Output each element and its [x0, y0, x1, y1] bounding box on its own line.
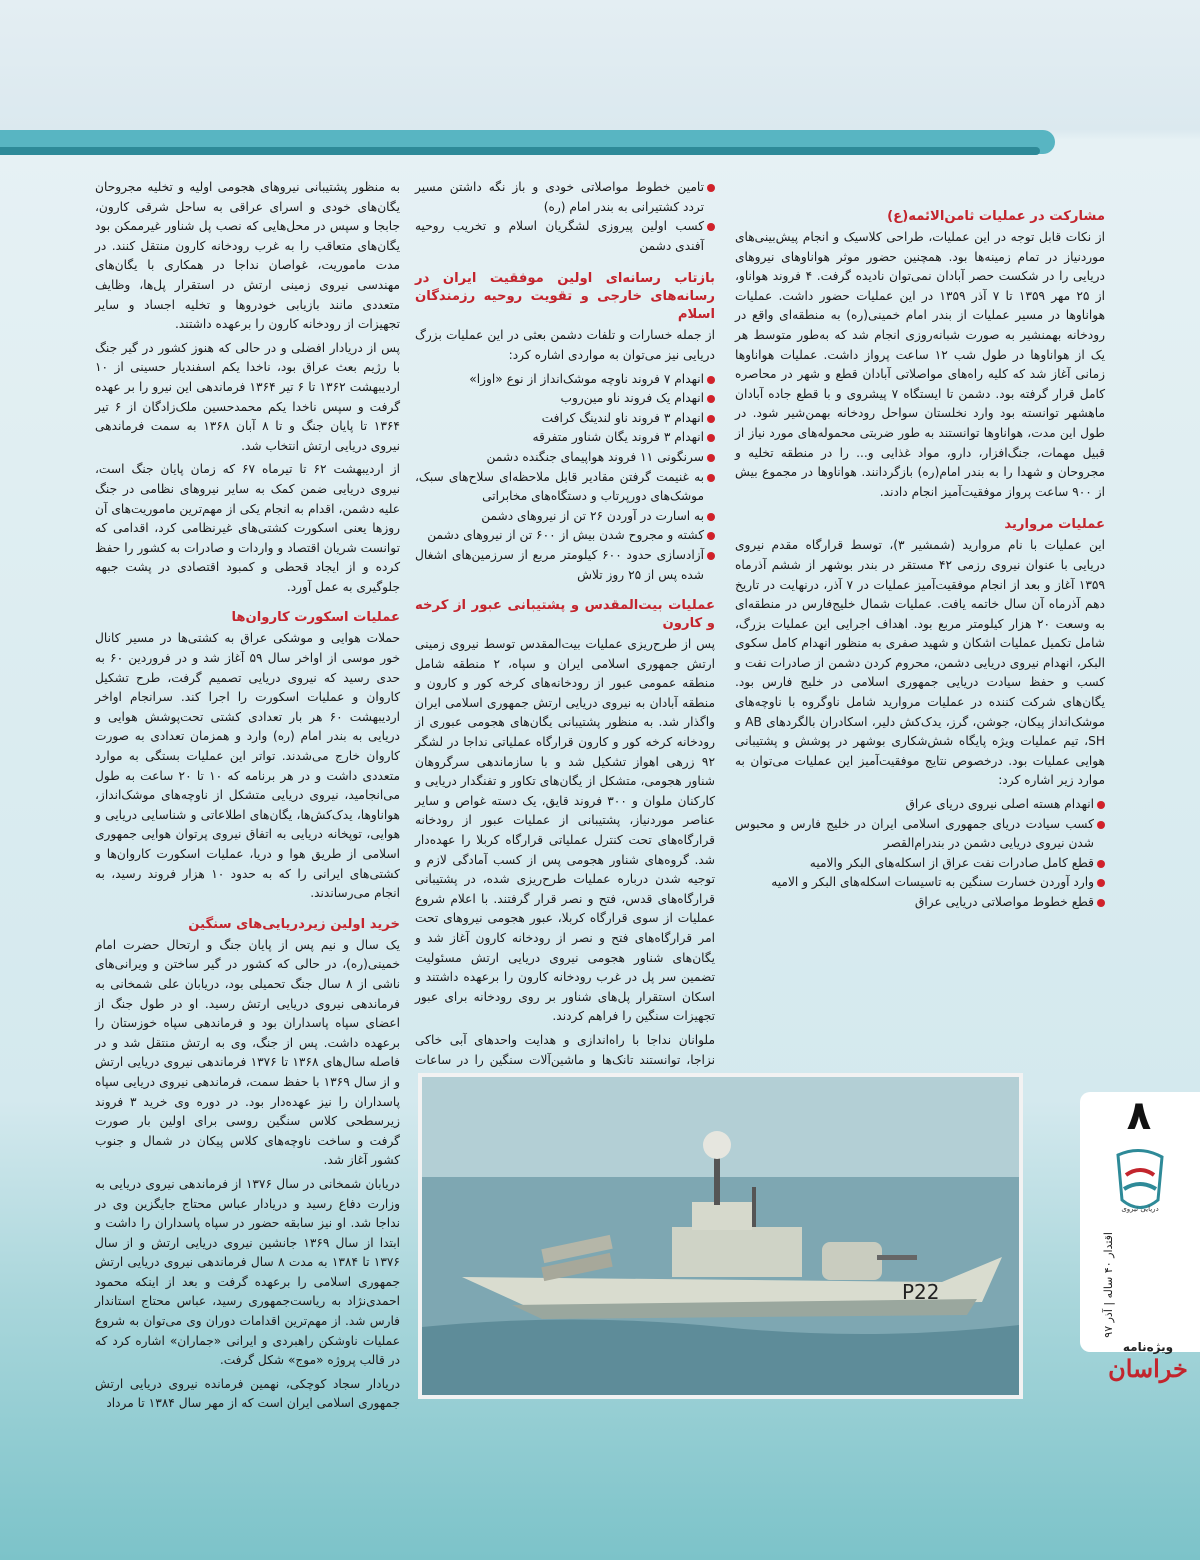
section-heading-morvarid: عملیات مروارید — [1004, 517, 1105, 533]
missile-boat-illustration — [422, 1077, 1019, 1395]
list-item: انهدام ۷ فروند ناوچه موشک‌انداز از نوع «اوزا» — [415, 370, 715, 390]
bullet-list-results — [735, 795, 1105, 913]
list-item: انهدام ۳ فروند ناو لندینگ کرافت — [415, 409, 715, 429]
list-item: سرنگونی ۱۱ فروند هواپیمای جنگنده دشمن — [415, 448, 715, 468]
paragraph: پس از طرح‌ریزی عملیات بیت‌المقدس توسط نیروی زمینی ارتش جمهوری اسلامی ایران و سپاه، ۲ منطقه شامل منطقه عمومی عبور از رودخانه‌های کرخه کور و کارون و منطقه آبادان به نیروی دریایی ارتش جمهوری اسلامی ایران واگذار شد. به منظور پشتیبانی یگان‌های هجومی عبوری از رودخانه کرخه کور و کارون قرارگاه عملیاتی نداجا در لشگر ۹۲ زرهی اهواز تشکیل شد و با سازماندهی سرگروهان شناور هجومی، متشکل از یگان‌های تکاور و تفنگدار دریایی و کارکنان ملوان و ۳۰۰ فروند قایق، یک دسته غواص و سایر عناصر موردنیاز، پشتیبانی از عملیات عبور از رودخانه قرارگاه‌های تحت کنترل عملیاتی قرارگاه کربلا را عهده‌دار شد. گروه‌های شناور هجومی پس از کسب آمادگی لازم و توجیه شدن درباره عملیات طرح‌ریزی شده، در پشتیبانی قرارگاه‌های قدس، فتح و نصر قرار گرفتند. با اعلام شروع عملیات از سوی قرارگاه کربلا، عبور هجومی نیروهای تحت امر قرارگاه‌های فتح و نصر از رودخانه کارون آغاز شد و یگان‌های شناور هجومی نیروی دریایی ارتش مسئولیت تضمین سر پل در غرب رودخانه کارون را برعهده داشتند و اسکان استقرار پل‌های شناور بر روی رودخانه برای عبور تجهیزات سنگین را فراهم کردند. — [415, 637, 715, 1024]
list-item: به اسارت در آوردن ۲۶ تن از نیروهای دشمن — [415, 507, 715, 527]
list-item: قطع کامل صادرات نفت عراق از اسکله‌های البکر والامیه — [735, 854, 1105, 874]
list-item: انهدام ۳ فروند یگان شناور متفرقه — [415, 428, 715, 448]
paragraph: این عملیات با نام مروارید (شمشیر ۳)، توسط قرارگاه مقدم نیروی دریایی با عنوان نیروی رزمی ۴۲ مستقر در بندر بوشهر از ششم آذرماه ۱۳۵۹ آغاز و بعد از انجام موفقیت‌آمیز عملیات در ۷ آذر، درنهایت در تاریخ دهم آذرماه آن سال خاتمه یافت. عملیات شمال خلیج‌فارس در منطقه‌ای به وسعت ۲۰ هزار کیلومتر مربع بود. اهداف اجرایی این عملیات بزرگ، شامل تکمیل عملیات اشکان و شهید صفری به منظور انهدام کامل سکوی البکر، انهدام نیروی دریایی دشمن، محروم کردن دشمن از صادرات نفت و کسب و حفظ سیادت دریایی جمهوری اسلامی در خلیج فارس بود. یگان‌های شرکت کننده در عملیات مروارید شامل ناوگروه با ناوچه‌های موشک‌انداز پیکان، جوشن، گرز، یدک‌کش دلیر، اسکادران بالگردهای AB و SH، تیم عملیات ویژه پایگاه شش‌شکاری بوشهر در پوشش و پشتیبانی هوایی عملیات بود. درخصوص نتایج موفقیت‌آمیز این عملیات می‌توان به موارد زیر اشاره کرد: — [735, 538, 1106, 788]
navy-logo — [1108, 1145, 1172, 1220]
list-item: آزادسازی حدود ۶۰۰ کیلومتر مربع از سرزمین‌های اشغال شده پس از ۲۵ روز تلاش — [415, 546, 715, 585]
bullet-list-losses — [415, 370, 715, 586]
page-number: ۸ — [1126, 1093, 1152, 1139]
list-item: تامین خطوط مواصلاتی خودی و باز نگه داشتن مسیر تردد کشتیرانی به بندر امام (ره) — [415, 178, 715, 217]
list-item: انهدام یک فروند ناو مین‌روب — [415, 389, 715, 409]
paragraph: ملوانان نداجا با راه‌اندازی و هدایت واحدهای آبی خاکی نزاجا، توانستند تانک‌ها و ماشین‌آلات سنگین را در ساعات — [415, 1032, 715, 1067]
column-left — [95, 178, 400, 1418]
list-item: وارد آوردن خسارت سنگین به تاسیسات اسکله‌های البکر و الامیه — [735, 873, 1105, 893]
issue-label: اقتدار ۴۰ ساله | آذر ۹۷ — [1102, 1232, 1115, 1338]
section-heading-media: بازتاب رسانه‌ای اولین موفقیت ایران در رسانه‌های خارجی و تقویت روحیه رزمندگان اسلام — [415, 271, 715, 323]
paragraph: حملات هوایی و موشکی عراق به کشتی‌ها در مسیر کانال خور موسی از اواخر سال ۵۹ آغاز شد و در فروردین ۶۰ به حدی رسید که نیروی دریایی تصمیم گرفت، طرح تشکیل کاروان و عملیات اسکورت را اجرا کند. سرانجام اواخر اردیبهشت ۶۰ هر بار تعدادی کشتی تحت‌پوشش هوایی و دریایی به بندر امام (ره) وارد و همزمان تعدادی به صورت کاروان خارج می‌شدند. تواتر این عملیات بستگی به موارد متعددی داشت و در هر برنامه که ۱۰ تا ۲۰ ساعت به طول می‌انجامید، نیروی دریایی متشکل از ناوچه‌های موشک‌انداز، هواناوها، یدک‌کش‌ها، یگان‌های اطلاعاتی و شناسایی دریایی و هوایی، توپخانه دریایی به اتفاق نیروی پرتوان هوایی جمهوری اسلامی از طریق هوا و دریا، عملیات اسکورت کاروان‌ها و کشتی‌های ایرانی را که به حدود ۱۰ هزار فروند رسید، به انجام می‌رساندند. — [95, 631, 400, 901]
list-item: کسب سیادت دریای جمهوری اسلامی ایران در خلیج فارس و محبوس شدن نیروی دریایی دشمن در بندرام‌القصر — [735, 815, 1105, 854]
list-item: به غنیمت گرفتن مقادیر قابل ملاحظه‌ای سلاح‌های سبک، موشک‌های دورپرتاب و دستگاه‌های مخابراتی — [415, 468, 715, 507]
missile-boat-photo — [418, 1073, 1023, 1399]
column-right — [735, 200, 1105, 919]
logo-text: دریایی نیروی — [1121, 1205, 1159, 1213]
paragraph: از اردیبهشت ۶۲ تا تیرماه ۶۷ که زمان پایان جنگ است، نیروی دریایی ضمن کمک به سایر نیروهای نظامی در جنگ علیه دشمن، اقدام به انجام یکی از مهم‌ترین ماموریت‌های آن روزها یعنی اسکورت کشتی‌های غیرنظامی کرد، اقدامی که توانست شریان اقتصاد و واردات و صادرات به کشور را حفظ کرده و از ایجاد قحطی و کمبود اقتصادی در پشت جبهه جلوگیری به عمل آورد. — [95, 462, 400, 594]
section-heading-submarines: خرید اولین زیردریایی‌های سنگین — [188, 916, 400, 932]
header-band-shadow — [0, 147, 1040, 155]
paragraph: از نکات قابل توجه در این عملیات، طراحی کلاسیک و انجام پیش‌بینی‌های موردنیاز در تمام زمینه‌ها بود. همچنین حضور موثر هواناوهای نیروهای دریایی را در شکست حصر آبادان نمی‌توان نادیده گرفت. ۴ فروند هواناو، از ۲۵ مهر ۱۳۵۹ تا ۷ آذر ۱۳۵۹ در این عملیات حضور داشت. عملیات هواناوها در مسیر عملیات از بندر امام خمینی(ره) به منطقه‌ای واقع در رودخانه بهمنشیر به صورت شبانه‌روزی انجام شد که به‌طور متوسط هر یک از هواناوها در طول شب ۱۲ ساعت پرواز داشت. عملیات هواناوها زمانی آغاز شد که کلیه راه‌های مواصلاتی آبادان قطع و شهر در محاصره کامل قرار گرفته بود. دشمن تا ایستگاه ۷ پیشروی و با قطع جاده آبادان ماهشهر توانسته بود وارد نخلستان سواحل رودخانه بهمن‌شیر شود. در طول این مدت، هواناوها توانستند به طور ضربتی محموله‌های مورد نیاز از قبیل مهمات، جنگ‌افزار، دارو، مواد غذایی و... را در منطقه تخلیه و مجروحان و شهدا را به بندر امام(ره) بازگردانند. هواناوها در مجموع بیش از ۹۰۰ ساعت پرواز موفقیت‌آمیز انجام دادند. — [735, 230, 1106, 499]
list-item: انهدام هسته اصلی نیروی دریای عراق — [735, 795, 1105, 815]
issue-label-box — [1098, 1230, 1128, 1350]
paragraph: یک سال و نیم پس از پایان جنگ و ارتحال حضرت امام خمینی(ره)، در حالی که کشور در گیر ساختن و ویرانی‌های ناشی از ۸ سال جنگ تحمیلی بود، دریابان علی شمخانی به فرماندهی نیروی دریایی ارتش رسید. او در طول جنگ از اعضای سپاه پاسداران بود و فرماندهی سپاه خوزستان را برعهده داشت. پس از جنگ، وی به ارتش منتقل شد و در فاصله سال‌های ۱۳۶۸ تا ۱۳۷۶ فرماندهی نیروی دریایی ارتش و از سال ۱۳۶۹ با حفظ سمت، فرماندهی نیروی دریایی سپاه پاسداران را نیز عهده‌دار بود. در دوره وی خرید ۳ فروند زیرسطحی کلاس سنگین روسی برای اولین بار صورت گرفت و ساخت ناوچه‌های کلاس پیکان در شمال و جنوب کشور آغاز شد. — [95, 937, 401, 1168]
brand-block — [1108, 1340, 1188, 1384]
brand-subtitle: ویژه‌نامه — [1122, 1340, 1174, 1354]
section-heading-thamen: مشارکت در عملیات ثامن‌الائمه(ع) — [887, 209, 1105, 224]
column-middle — [415, 178, 715, 1094]
paragraph: دریابان شمخانی در سال ۱۳۷۶ از فرماندهی نیروی دریایی به وزارت دفاع رسید و دریادار عباس محتاج جایگزین وی در نداجا شد. او نیز سابقه حضور در سپاه پاسداران را داشت و ابتدا از سال ۱۳۶۹ جانشین نیروی دریایی ارتش و از سال ۱۳۷۶ تا ۱۳۸۴ به مدت ۸ سال فرماندهی نیروی دریایی ارتش جمهوری اسلامی را برعهده گرفت و بعد از اینکه محمود احمدی‌نژاد به ریاست‌جمهوری رسید، عباس محتاج استاندار فارس شد. از مهم‌ترین اقدامات دوران وی می‌توان به شروع عملیات ناوشکن راهبردی و ایرانی «جماران» اشاره کرد که در قالب پروژه «موج» شکل گرفت. — [95, 1176, 400, 1368]
brand-title: خراسان — [1108, 1354, 1188, 1383]
bullet-list-goals — [415, 178, 715, 256]
list-item: کسب اولین پیروزی لشگریان اسلام و تخریب روحیه آفندی دشمن — [415, 217, 715, 256]
paragraph: از جمله خسارات و تلفات دشمن بعثی در این عملیات بزرگ دریایی نیز می‌توان به مواردی اشاره کرد: — [415, 328, 715, 362]
paragraph: پس از دریادار افضلی و در حالی که هنوز کشور در گیر جنگ با رژیم بعث عراق بود، ناخدا یکم اسفندیار حسینی از ۱۰ اردیبهشت ۱۳۶۲ تا ۶ تیر ۱۳۶۴ فرماندهی این نیرو را بر عهده گرفت و سپس ناخدا یکم محمدحسین ملک‌زادگان از ۶ تیر ۱۳۶۴ تا پایان جنگ و تا ۸ آبان ۱۳۶۸ به سمت فرماندهی نیروی دریایی ارتش انتخاب شد. — [95, 340, 401, 453]
section-heading-beit-ol-moghaddas: عملیات بیت‌المقدس و پشتیبانی عبور از کرخه و کارون — [415, 598, 715, 632]
navy-logo-icon — [1108, 1145, 1172, 1220]
paragraph: به منظور پشتیبانی نیروهای هجومی اولیه و تخلیه مجروحان یگان‌های خودی و اسرای عراقی به ساحل شرقی کارون، جابجا و سپس در محل‌هایی که نصب پل شناور غیرممکن بود یگان‌های متعاقب را به غرب رودخانه کارون منتقل کنند. در مدت ماموریت، غواصان نداجا در همکاری با یگان‌های مهندسی نیروی زمینی ارتش در استقرار پل‌ها، وظایف متعددی مانند بازیابی خودروها و تخلیه اجساد و سایر تجهیزات از رودخانه کارون را برعهده داشتند. — [95, 180, 400, 332]
hull-code: P22 — [902, 1280, 940, 1304]
list-item: کشته و مجروح شدن بیش از ۶۰۰ تن از نیروهای دشمن — [415, 526, 715, 546]
list-item: قطع خطوط مواصلاتی دریایی عراق — [735, 893, 1105, 913]
section-heading-escort: عملیات اسکورت کاروان‌ها — [231, 610, 400, 626]
paragraph: دریادار سجاد کوچکی، نهمین فرمانده نیروی دریایی ارتش جمهوری اسلامی ایران است که از مهر سال ۱۳۸۴ تا مرداد — [95, 1376, 400, 1411]
